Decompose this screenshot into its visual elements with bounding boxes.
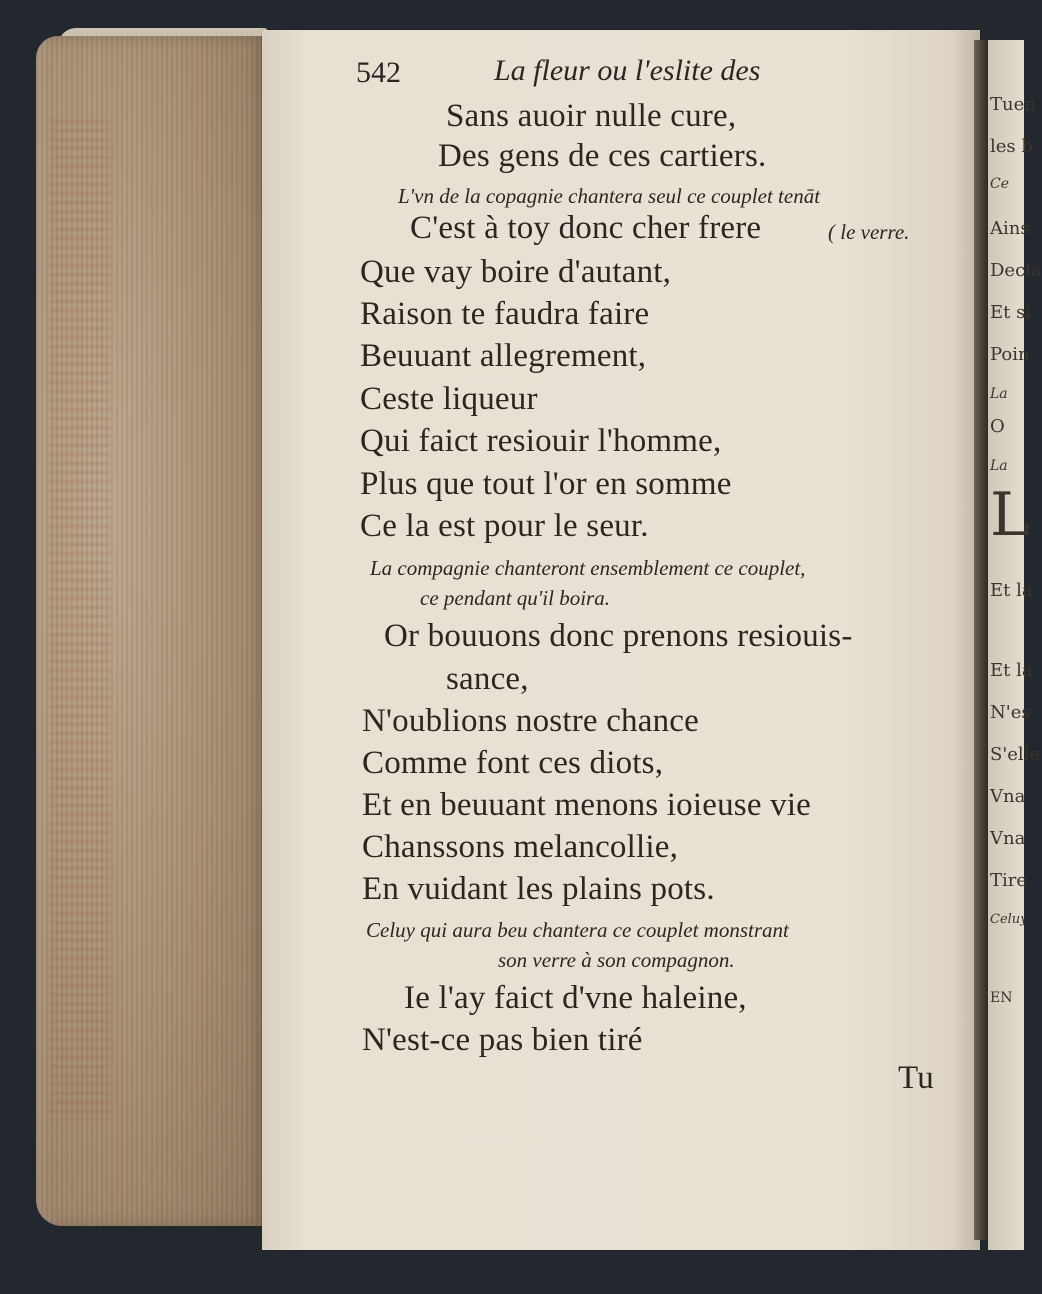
verse-line: N'oublions nostre chance: [362, 703, 699, 739]
catchword: Tu: [898, 1060, 934, 1096]
verse-line: Que vay boire d'autant,: [360, 254, 672, 290]
verse-line: Des gens de ces cartiers.: [438, 138, 767, 174]
stage-direction: son verre à son compagnon.: [498, 948, 735, 972]
verse-line: Ce la est pour le seur.: [360, 508, 649, 544]
facing-fragment: L: [990, 480, 1030, 550]
stage-direction: La compagnie chanteront ensemblement ce couplet,: [370, 556, 806, 580]
stage-direction: Celuy qui aura beu chantera ce couplet monstrant: [366, 918, 789, 942]
verse-line: N'est-ce pas bien tiré: [362, 1022, 643, 1058]
verse-line: Beuuant allegrement,: [360, 338, 647, 374]
facing-fragment: Poin: [990, 344, 1030, 365]
stage-direction: L'vn de la copagnie chantera seul ce couplet tenāt: [398, 184, 821, 208]
stage-direction: ce pendant qu'il boira.: [420, 586, 610, 610]
verse-line: Et en beuuant menons ioieuse vie: [362, 787, 812, 823]
facing-fragment: Vna: [990, 828, 1026, 849]
facing-fragment: Et la: [990, 660, 1033, 681]
facing-page-edge: [988, 40, 1042, 1250]
facing-fragment: les b: [990, 136, 1033, 157]
facing-fragment: Et la: [990, 580, 1033, 601]
facing-fragment: La: [990, 386, 1008, 402]
verse-line: C'est à toy donc cher frere: [410, 210, 762, 246]
facing-fragment: Et si: [990, 302, 1032, 323]
facing-fragment: Decla: [990, 260, 1042, 281]
verse-line: Chanssons melancollie,: [362, 829, 679, 865]
verse-line: En vuidant les plains pots.: [362, 871, 715, 907]
verse-line: Qui faict resiouir l'homme,: [360, 423, 722, 459]
stage-direction: ( le verre.: [828, 220, 910, 244]
edge-speckle: [50, 120, 110, 1120]
verse-line: Sans auoir nulle cure,: [446, 98, 737, 134]
facing-fragment: S'elle: [990, 744, 1041, 765]
facing-fragment: N'es: [990, 702, 1031, 723]
facing-fragment: EN: [990, 990, 1013, 1006]
verse-line: Ceste liqueur: [360, 381, 538, 417]
facing-fragment: O: [990, 416, 1005, 437]
facing-fragment: Ce: [990, 176, 1009, 192]
verse-line: sance,: [446, 661, 529, 697]
facing-fragment: Ains: [990, 218, 1030, 239]
facing-fragment: Tire: [990, 870, 1028, 891]
verse-line: Ie l'ay faict d'vne haleine,: [404, 980, 747, 1016]
facing-fragment: La: [990, 458, 1008, 474]
facing-fragment: Tuen: [990, 94, 1036, 115]
verse-line: Or bouuons donc prenons resiouis-: [384, 618, 853, 654]
verse-line: Plus que tout l'or en somme: [360, 466, 732, 502]
book-gutter: [974, 40, 988, 1240]
running-title: La fleur ou l'eslite des: [494, 54, 761, 87]
page-number: 542: [356, 56, 401, 89]
facing-fragment: Celuy: [990, 912, 1028, 927]
verse-line: Raison te faudra faire: [360, 296, 650, 332]
facing-fragment: Vna: [990, 786, 1026, 807]
verse-line: Comme font ces diots,: [362, 745, 664, 781]
